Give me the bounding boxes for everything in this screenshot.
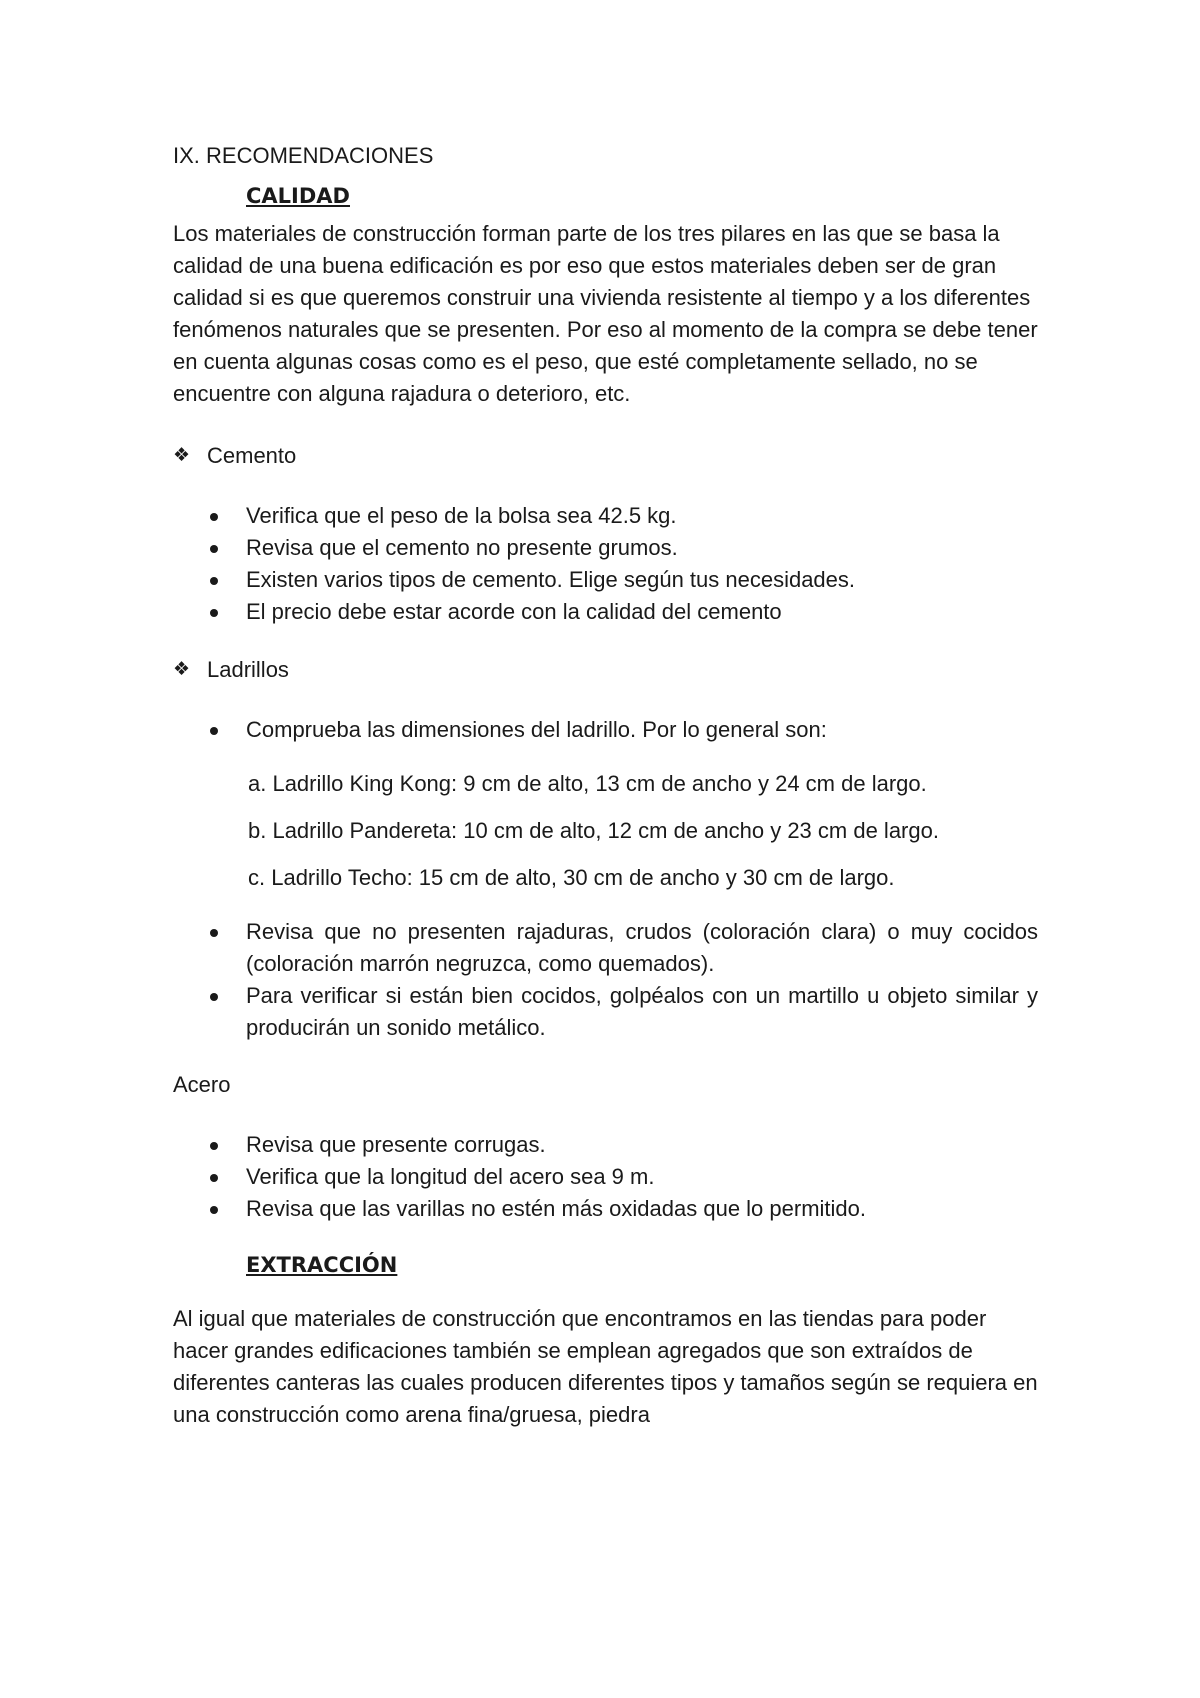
list-item-text: Revisa que no presenten rajaduras, crudos (coloración clara) o muy cocidos (coloración marrón negruzca, como quemados). bbox=[246, 919, 1038, 976]
ladrillo-type-item: c. Ladrillo Techo: 15 cm de alto, 30 cm de ancho y 30 cm de largo. bbox=[248, 865, 895, 890]
list-item-text: El precio debe estar acorde con la calidad del cemento bbox=[246, 599, 782, 624]
bullet-icon bbox=[173, 1161, 246, 1193]
list-item bbox=[173, 500, 1038, 532]
extraccion-heading: EXTRACCIÓN bbox=[246, 1253, 398, 1277]
cemento-heading bbox=[173, 440, 1038, 472]
cemento-heading-label: Cemento bbox=[207, 443, 297, 468]
list-item bbox=[173, 916, 1038, 980]
ladrillo-type-item: b. Ladrillo Pandereta: 10 cm de alto, 12 cm de ancho y 23 cm de largo. bbox=[248, 818, 939, 843]
list-item-text: Revisa que las varillas no estén más oxidadas que lo permitido. bbox=[246, 1196, 866, 1221]
ladrillo-type-item: a. Ladrillo King Kong: 9 cm de alto, 13 cm de ancho y 24 cm de largo. bbox=[248, 771, 927, 796]
bullet-icon bbox=[173, 916, 246, 948]
list-item bbox=[173, 980, 1038, 1044]
ladrillo-types-list bbox=[173, 768, 1038, 894]
bullet-icon bbox=[173, 532, 246, 564]
list-item-text: Verifica que el peso de la bolsa sea 42.5 kg. bbox=[246, 503, 677, 528]
list-item-text: Revisa que el cemento no presente grumos. bbox=[246, 535, 678, 560]
bullet-icon bbox=[173, 980, 246, 1012]
bullet-icon bbox=[173, 500, 246, 532]
bullet-icon bbox=[173, 1193, 246, 1225]
extraccion-paragraph: Al igual que materiales de construcción que encontramos en las tiendas para poder hacer grandes edificaciones también se emplean agregados que son extraídos de diferentes canteras las cuales producen diferentes tipos y tamaños según se requiera en una construcción como arena fina/gruesa, piedra bbox=[173, 1306, 1038, 1427]
bullet-icon bbox=[173, 564, 246, 596]
bullet-icon bbox=[173, 1129, 246, 1161]
section-title: IX. RECOMENDACIONES bbox=[173, 143, 434, 168]
ladrillos-heading bbox=[173, 654, 1038, 686]
list-item bbox=[173, 532, 1038, 564]
calidad-heading: CALIDAD bbox=[246, 184, 350, 208]
ladrillos-intro-list bbox=[173, 714, 1038, 746]
list-item bbox=[173, 714, 1038, 746]
diamond-bullet-icon: ❖ bbox=[173, 445, 191, 466]
list-item-text: Revisa que presente corrugas. bbox=[246, 1132, 546, 1157]
list-item bbox=[173, 1129, 1038, 1161]
acero-list bbox=[173, 1129, 1038, 1225]
list-item bbox=[173, 1161, 1038, 1193]
cemento-list bbox=[173, 500, 1038, 628]
document-body bbox=[173, 140, 1038, 1431]
bullet-icon bbox=[173, 714, 246, 746]
acero-heading: Acero bbox=[173, 1072, 231, 1097]
bullet-icon bbox=[173, 596, 246, 628]
calidad-paragraph: Los materiales de construcción forman parte de los tres pilares en las que se basa la calidad de una buena edificación es por eso que estos materiales deben ser de gran calidad si es que queremos construir una vivienda resistente al tiempo y a los diferentes fenómenos naturales que se presenten. Por eso al momento de la compra se debe tener en cuenta algunas cosas como es el peso, que esté completamente sellado, no se encuentre con alguna rajadura o deterioro, etc. bbox=[173, 221, 1038, 406]
list-item-text: Existen varios tipos de cemento. Elige según tus necesidades. bbox=[246, 567, 856, 592]
diamond-bullet-icon: ❖ bbox=[173, 659, 191, 680]
list-item bbox=[173, 596, 1038, 628]
ladrillos-list bbox=[173, 916, 1038, 1044]
list-item bbox=[173, 1193, 1038, 1225]
list-item-text: Comprueba las dimensiones del ladrillo. Por lo general son: bbox=[246, 717, 827, 742]
ladrillos-heading-label: Ladrillos bbox=[207, 657, 289, 682]
list-item-text: Para verificar si están bien cocidos, golpéalos con un martillo u objeto similar y producirán un sonido metálico. bbox=[246, 983, 1038, 1040]
list-item-text: Verifica que la longitud del acero sea 9 m. bbox=[246, 1164, 655, 1189]
list-item bbox=[173, 564, 1038, 596]
